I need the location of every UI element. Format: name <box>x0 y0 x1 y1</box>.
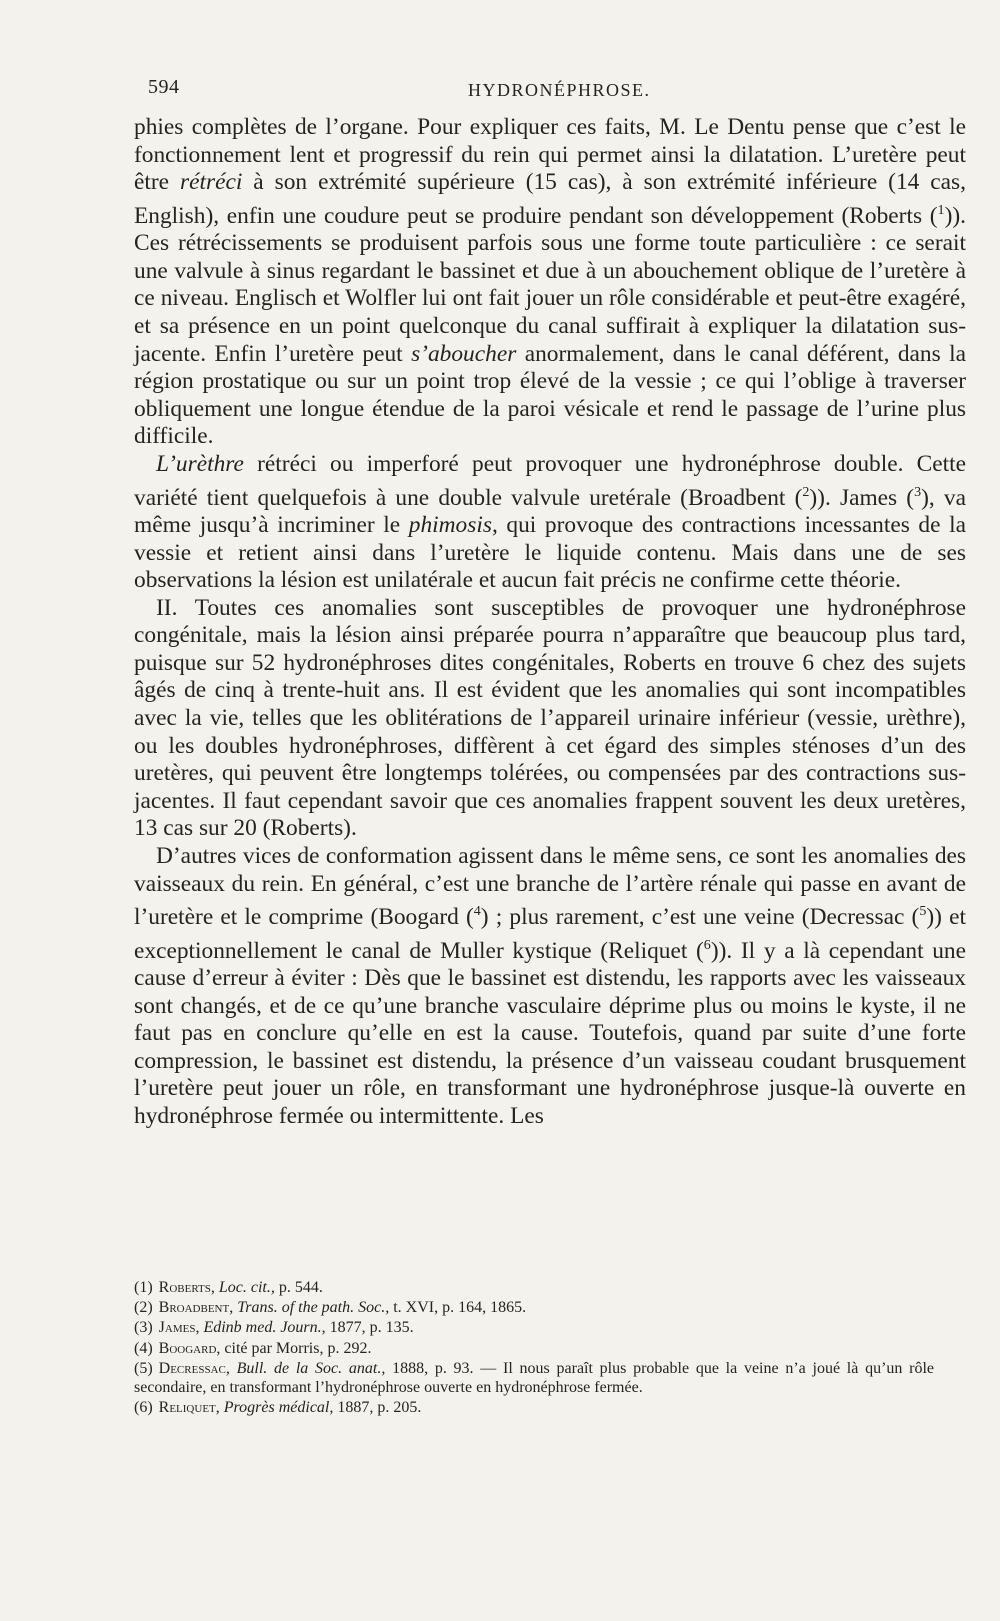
paragraph-2: L’urèthre rétréci ou imperforé peut provoquer une hydronéphrose double. Cette variété tient quelquefois à une double valvule uretérale (Broadbent ($^2$)). James ($^3$), va même jusqu’à incriminer le phimosis, qui provoque des contractions incessantes de la vessie et retient ainsi dans l’uretère le liquide contenu. Mais dans une de ses observations la lésion est unilatérale et aucun fait précis ne confirme cette théorie. <box>134 450 967 594</box>
footnote-mark: (2) <box>134 1299 153 1317</box>
footnote <box>134 1318 934 1337</box>
footnote-text: t. XVI, p. 164, 1865. <box>393 1299 527 1317</box>
footnote-text: cité par Morris, p. 292. <box>224 1339 372 1357</box>
footnote-mark: (5) <box>134 1359 153 1377</box>
paragraph-4: D’autres vices de conformation agissent dans le même sens, ce sont les anomalies des vaisseaux du rein. En général, c’est une branche de l’artère rénale qui passe en avant de l’uretère et le comprime (Boogard ($^4$) ; plus rarement, c’est une veine (Decressac ($^5$)) et exceptionnellement le canal de Muller kystique (Reliquet ($^6$)). Il y a là cependant une cause d’erreur à éviter : Dès que le bassinet est distendu, les rapports avec les vaisseaux sont changés, et de ce qu’une branche vasculaire déprime plus ou moins le kyste, il ne faut pas en conclure qu’elle en est la cause. Toutefois, quand par suite d’une forte compression, le bassinet est distendu, la présence d’un vaisseau coudant brusquement l’uretère peut jouer un rôle, en transformant une hydronéphrose jusque-là ouverte en hydronéphrose fermée ou intermittente. Les <box>134 843 967 1129</box>
footnote-source: Trans. of the path. Soc., <box>237 1299 390 1317</box>
footnote-mark: (1) <box>134 1279 153 1296</box>
footnote-source: Edinb med. Journ., <box>203 1319 326 1337</box>
body-text <box>134 114 966 1131</box>
footnote <box>134 1298 934 1317</box>
footnote-author: Boogard, <box>158 1339 221 1357</box>
footnote-text: 1888, p. 93. — Il nous paraît plus probable que la veine n’a joué là qu’un rôle secondaire, en transformant l’hydronéphrose ouverte en hydronéphrose fermée. <box>134 1359 935 1397</box>
page-number: 594 <box>148 76 180 98</box>
footnote-mark: (6) <box>134 1399 153 1417</box>
footnote-mark: (3) <box>134 1319 153 1337</box>
paragraph-1: phies complètes de l’organe. Pour expliquer ces faits, M. Le Dentu pense que c’est le fonctionnement lent et progressif du rein qui permet ainsi la dilatation. L’uretère peut être rétréci à son extrémité supérieure (15 cas), à son extrémité inférieure (14 cas, English), enfin une coudure peut se produire pendant son développement (Roberts ($^1$)). Ces rétrécissements se produisent parfois sous une forme toute particulière : ce serait une valvule à sinus regardant le bassinet et due à un abouchement oblique de l’uretère à ce niveau. Englisch et Wolfler lui ont fait jouer un rôle considérable et peut-être exagéré, et sa présence en un point quelconque du canal suffirait à expliquer la dilatation sus-jacente. Enfin l’uretère peut s’aboucher anormalement, dans le canal déférent, dans la région prostatique ou sur un point trop élevé de la vessie ; ce qui l’oblige à traverser obliquement une longue étendue de la paroi vésicale et rend le passage de l’urine plus difficile. <box>134 114 966 450</box>
footnote-text: 1877, p. 135. <box>329 1319 414 1337</box>
footnote <box>134 1278 934 1297</box>
footnote-author: Reliquet, <box>158 1399 220 1417</box>
footnote-text: 1887, p. 205. <box>337 1399 422 1417</box>
footnote-source: Bull. de la Soc. anat., <box>236 1359 386 1377</box>
footnote-author: Decressac, <box>158 1359 230 1377</box>
footnote-author: Broadbent, <box>158 1299 234 1317</box>
footnote <box>134 1398 934 1417</box>
page-header <box>148 76 966 104</box>
running-title: HYDRONÉPHROSE. <box>468 80 651 100</box>
footnote-author: Roberts, <box>158 1279 215 1296</box>
footnote-mark: (4) <box>134 1339 153 1357</box>
footnote <box>134 1359 934 1397</box>
footnote-source: Progrès médical, <box>223 1399 334 1417</box>
footnote <box>134 1339 934 1358</box>
footnotes <box>134 1278 934 1418</box>
footnote-text: p. 544. <box>278 1279 323 1296</box>
footnote-source: Loc. cit., <box>218 1279 275 1296</box>
footnote-author: James, <box>158 1319 200 1337</box>
paragraph-3: II. Toutes ces anomalies sont susceptibles de provoquer une hydronéphrose congénitale, mais la lésion ainsi préparée pourra n’apparaître que beaucoup plus tard, puisque sur 52 hydronéphroses dites congénitales, Roberts en trouve 6 chez des sujets âgés de cinq à trente-huit ans. Il est évident que les anomalies qui sont incompatibles avec la vie, telles que les oblitérations de l’appareil urinaire inférieur (vessie, urèthre), ou les doubles hydronéphroses, diffèrent à cet égard des simples sténoses d’un des uretères, qui peuvent être longtemps tolérées, ou compensées par des contractions sus-jacentes. Il faut cependant savoir que ces anomalies frappent souvent les deux uretères, 13 cas sur 20 (Roberts). <box>134 594 966 842</box>
